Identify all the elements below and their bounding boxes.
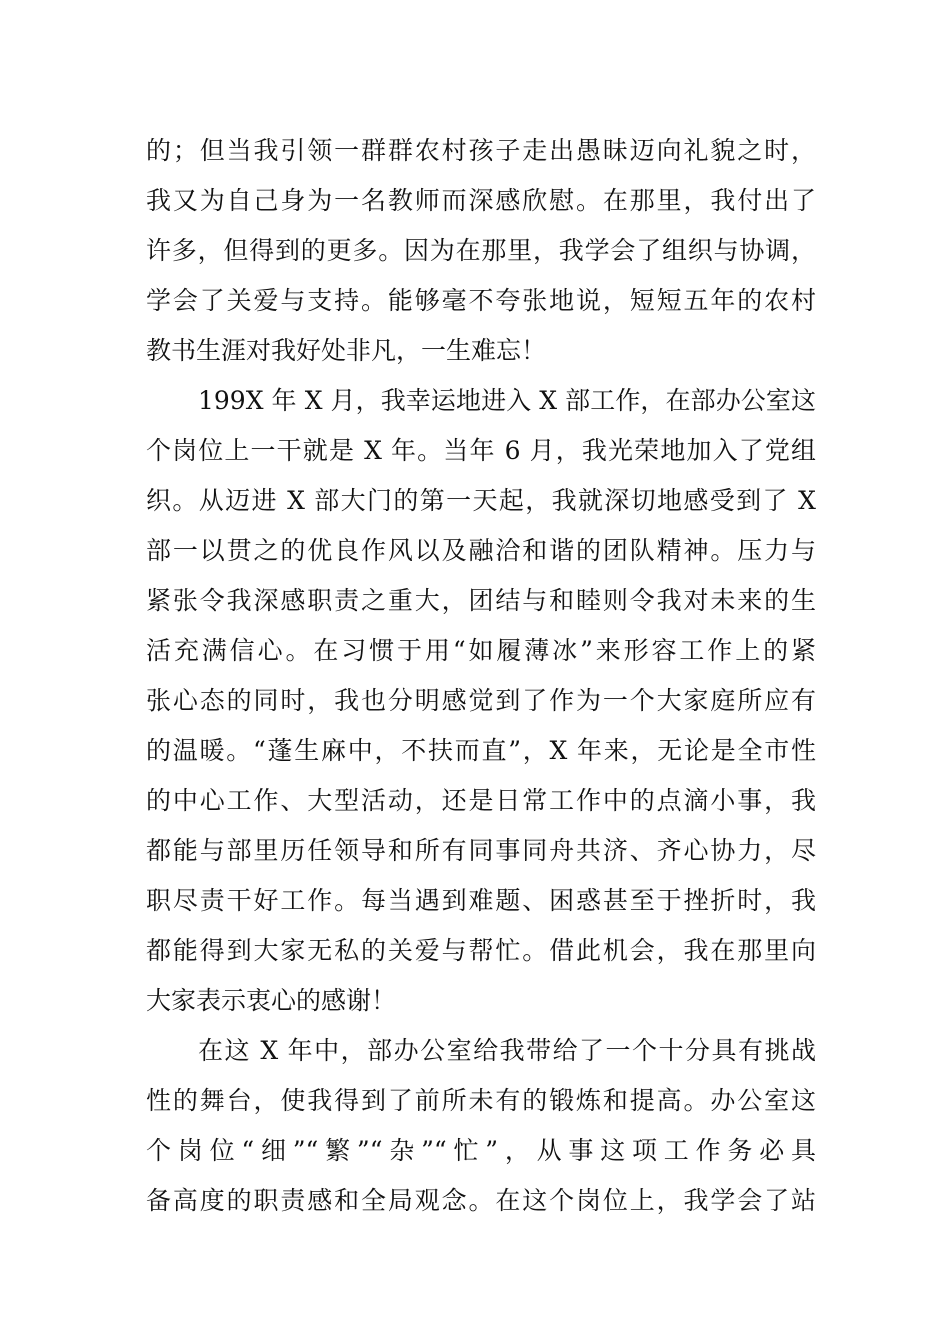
text-line: 职尽责干好工作。每当遇到难题、困惑甚至于挫折时，我 [146, 886, 816, 915]
text-line: 许多，但得到的更多。因为在那里，我学会了组织与协调， [146, 236, 816, 265]
body-text [146, 126, 816, 1226]
text-line: 活充满信心。在习惯于用“如履薄冰”来形容工作上的紧 [146, 636, 816, 665]
text-line: 紧张令我深感职责之重大，团结与和睦则令我对未来的生 [146, 586, 816, 615]
text-line: 我又为自己身为一名教师而深感欣慰。在那里，我付出了 [146, 186, 816, 215]
text-line: 的温暖。“蓬生麻中，不扶而直”，X 年来，无论是全市性 [146, 736, 816, 765]
text-line: 张心态的同时，我也分明感觉到了作为一个大家庭所应有 [146, 686, 816, 715]
text-line: 教书生涯对我好处非凡，一生难忘！ [146, 336, 547, 365]
paragraph-start-line: 199X 年 X 月，我幸运地进入 X 部工作，在部办公室这 [198, 386, 816, 415]
text-line: 织。从迈进 X 部大门的第一天起，我就深切地感受到了 X [146, 486, 816, 515]
text-line: 个岗位上一干就是 X 年。当年 6 月，我光荣地加入了党组 [146, 436, 816, 465]
text-line: 个岗位“细”“繁”“杂”“忙”，从事这项工作务必具 [146, 1136, 816, 1165]
text-line: 学会了关爱与支持。能够毫不夸张地说，短短五年的农村 [146, 286, 816, 315]
text-line: 部一以贯之的优良作风以及融洽和谐的团队精神。压力与 [146, 536, 816, 565]
text-line: 的；但当我引领一群群农村孩子走出愚昧迈向礼貌之时， [146, 136, 816, 165]
text-line: 性的舞台，使我得到了前所未有的锻炼和提高。办公室这 [146, 1086, 816, 1115]
text-line: 都能得到大家无私的关爱与帮忙。借此机会，我在那里向 [146, 936, 816, 965]
text-line: 备高度的职责感和全局观念。在这个岗位上，我学会了站 [146, 1186, 816, 1215]
text-line: 都能与部里历任领导和所有同事同舟共济、齐心协力，尽 [146, 836, 816, 865]
text-line: 大家表示衷心的感谢！ [146, 986, 397, 1015]
paragraph-start-line: 在这 X 年中，部办公室给我带给了一个十分具有挑战 [198, 1036, 816, 1065]
text-line: 的中心工作、大型活动，还是日常工作中的点滴小事，我 [146, 786, 816, 815]
